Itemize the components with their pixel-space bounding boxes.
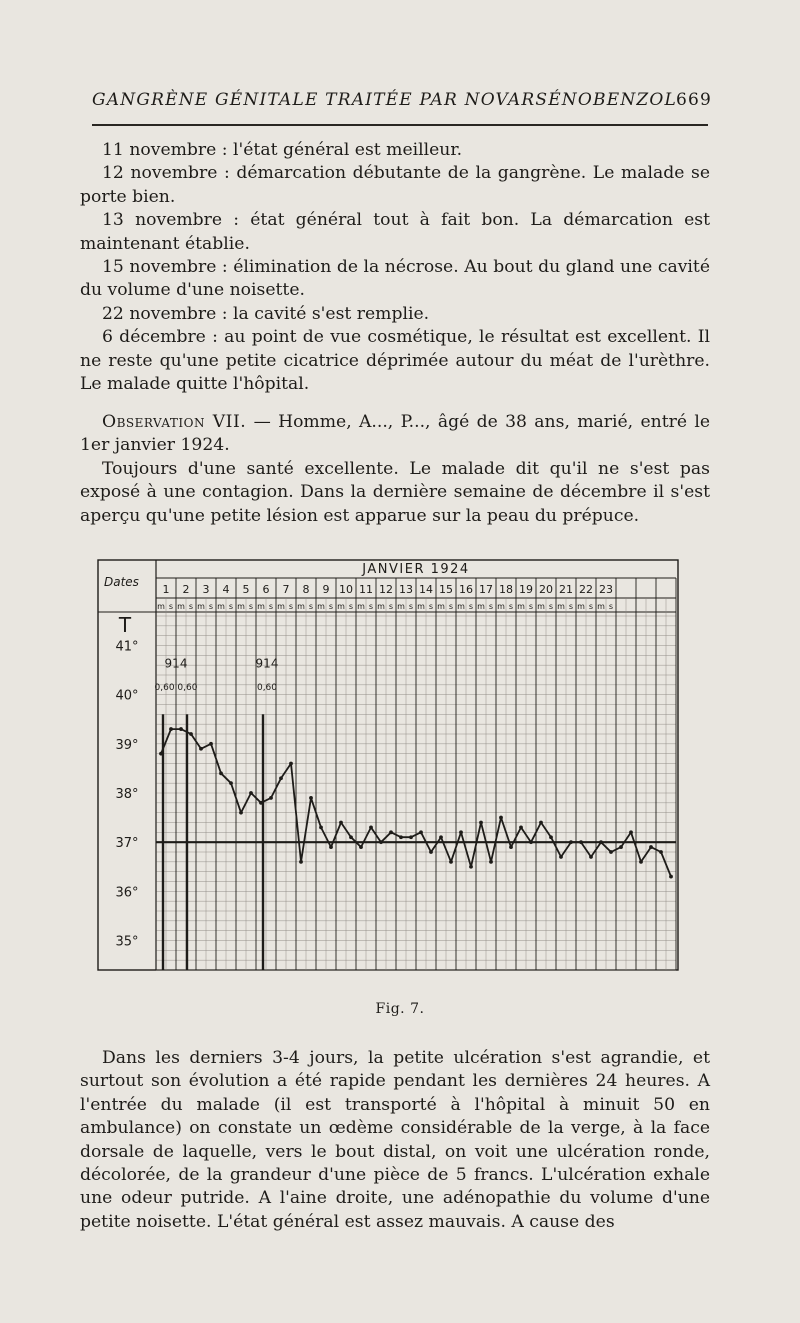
injection-drug-label: 914 [164, 656, 188, 671]
time-of-day-label: s [168, 602, 174, 611]
temperature-point [589, 855, 593, 859]
temperature-point [599, 840, 603, 844]
temperature-point [229, 781, 233, 785]
time-of-day-label: s [228, 602, 234, 611]
temperature-point [199, 747, 203, 751]
temperature-point [519, 826, 523, 830]
time-of-day-label: s [388, 602, 394, 611]
date-label: 21 [559, 583, 573, 596]
y-tick-label: 36° [115, 885, 139, 901]
time-of-day-label: m [397, 602, 405, 611]
time-of-day-label: s [468, 602, 474, 611]
date-label: 20 [539, 583, 553, 596]
time-of-day-label: s [348, 602, 354, 611]
temperature-point [619, 845, 623, 849]
date-label: 23 [599, 583, 613, 596]
paragraph: 6 décembre : au point de vue cosmétique, le résultat est excellent. Il ne reste qu'une petite cicatrice déprimée autour du méat de l'urèthre. Le malade quitte l'hôpital. [80, 327, 710, 395]
temperature-point [299, 860, 303, 864]
temperature-label: T [118, 613, 132, 637]
paragraph: 11 novembre : l'état général est meilleur. [102, 140, 463, 160]
observation-block [80, 411, 710, 528]
temperature-chart [92, 556, 684, 976]
date-label: 17 [479, 583, 493, 596]
temperature-point [539, 821, 543, 825]
temperature-point [329, 845, 333, 849]
y-tick-label: 41° [115, 639, 139, 655]
time-of-day-label: s [308, 602, 314, 611]
time-of-day-label: m [457, 602, 465, 611]
time-of-day-label: s [588, 602, 594, 611]
temperature-point [339, 821, 343, 825]
temperature-point [319, 826, 323, 830]
dates-label: Dates [104, 575, 139, 589]
temperature-point [169, 727, 173, 731]
time-of-day-label: s [268, 602, 274, 611]
y-tick-label: 35° [115, 934, 139, 950]
date-label: 9 [322, 583, 330, 596]
temperature-point [419, 830, 423, 834]
date-label: 12 [379, 583, 393, 596]
y-tick-label: 37° [115, 836, 139, 852]
page-number: 669 [675, 90, 712, 110]
time-of-day-label: m [497, 602, 505, 611]
time-of-day-label: m [297, 602, 305, 611]
time-of-day-label: m [597, 602, 605, 611]
time-of-day-label: s [288, 602, 294, 611]
time-of-day-label: s [528, 602, 534, 611]
time-of-day-label: s [508, 602, 514, 611]
date-label: 22 [579, 583, 593, 596]
date-label: 2 [182, 583, 190, 596]
time-of-day-label: m [237, 602, 245, 611]
temperature-point [459, 830, 463, 834]
date-label: 14 [419, 583, 433, 596]
temperature-point [269, 796, 273, 800]
date-label: 5 [242, 583, 250, 596]
injection-dose-label: 0,60 0,60 [154, 682, 198, 693]
temperature-point [309, 796, 313, 800]
temperature-point [359, 845, 363, 849]
time-of-day-label: m [177, 602, 185, 611]
running-header [92, 84, 712, 118]
temperature-point [179, 727, 183, 731]
temperature-point [219, 771, 223, 775]
time-of-day-label: s [568, 602, 574, 611]
temperature-point [629, 830, 633, 834]
observation-intro [80, 411, 710, 458]
date-label: 1 [162, 583, 170, 596]
temperature-point [659, 850, 663, 854]
date-label: 13 [399, 583, 413, 596]
y-tick-label: 38° [115, 787, 139, 802]
bottom-text-block [80, 1047, 710, 1234]
time-of-day-label: m [357, 602, 365, 611]
chart-frame [98, 560, 678, 970]
temperature-point [429, 850, 433, 854]
date-label: 7 [282, 583, 290, 596]
time-of-day-label: m [557, 602, 565, 611]
temperature-point [249, 791, 253, 795]
time-of-day-label: m [477, 602, 485, 611]
time-of-day-label: s [328, 602, 334, 611]
temperature-point [449, 860, 453, 864]
time-of-day-label: s [368, 602, 374, 611]
temperature-point [239, 811, 243, 815]
temperature-point [649, 845, 653, 849]
time-of-day-label: m [157, 602, 165, 611]
temperature-point [509, 845, 513, 849]
time-of-day-label: s [408, 602, 414, 611]
temperature-point [499, 816, 503, 820]
paragraph: 12 novembre : démarcation débutante de la gangrène. Le malade se porte bien. [80, 163, 710, 207]
time-of-day-label: s [448, 602, 454, 611]
temperature-point [559, 855, 563, 859]
injection-drug-label: 914 [255, 656, 279, 671]
paragraph: 22 novembre : la cavité s'est remplie. [102, 303, 430, 324]
temperature-point [369, 826, 373, 830]
running-title: GANGRÈNE GÉNITALE TRAITÉE PAR NOVARSÉNOBENZOL [92, 90, 678, 110]
date-label: 15 [439, 583, 453, 596]
temperature-point [529, 840, 533, 844]
time-of-day-label: s [548, 602, 554, 611]
temperature-point [209, 742, 213, 746]
time-of-day-label: m [277, 602, 285, 611]
time-of-day-label: m [217, 602, 225, 611]
time-of-day-label: s [208, 602, 214, 611]
time-of-day-label: s [488, 602, 494, 611]
date-label: 10 [339, 583, 353, 596]
temperature-point [259, 801, 263, 805]
injection-dose-label: 0,60 [256, 682, 278, 693]
time-of-day-label: m [577, 602, 585, 611]
time-of-day-label: m [377, 602, 385, 611]
temperature-point [639, 860, 643, 864]
temperature-point [159, 752, 163, 756]
time-of-day-label: m [337, 602, 345, 611]
date-label: 6 [262, 583, 270, 596]
time-of-day-label: s [608, 602, 614, 611]
temperature-point [389, 830, 393, 834]
date-label: 18 [499, 583, 513, 596]
temperature-point [579, 840, 583, 844]
temperature-point [289, 762, 293, 766]
date-label: 3 [202, 583, 210, 596]
temperature-point [409, 835, 413, 839]
time-of-day-label: m [437, 602, 445, 611]
date-label: 4 [222, 583, 230, 596]
y-tick-label: 39° [115, 737, 139, 753]
temperature-point [479, 821, 483, 825]
paragraph: 15 novembre : élimination de la nécrose. Au bout du gland une cavité du volume d'une noisette. [80, 257, 710, 301]
date-label: 8 [302, 583, 310, 596]
figure-caption: Fig. 7. [375, 1001, 425, 1017]
observation-heading: Observation VII. [102, 412, 247, 432]
time-of-day-label: m [317, 602, 325, 611]
temperature-point [669, 875, 673, 879]
temperature-point [609, 850, 613, 854]
temperature-point [189, 732, 193, 736]
time-of-day-label: m [417, 602, 425, 611]
temperature-point [349, 835, 353, 839]
temperature-point [279, 776, 283, 780]
temperature-point [439, 835, 443, 839]
observation-intro-text: — Homme, A..., P..., âgé de 38 ans, marié, entré le 1er janvier 1924. [80, 412, 711, 456]
time-of-day-label: m [257, 602, 265, 611]
chart-svg [92, 556, 684, 976]
time-of-day-label: m [197, 602, 205, 611]
observation-paragraph: Toujours d'une santé excellente. Le malade dit qu'il ne s'est pas exposé à une contagion. Dans la dernière semaine de décembre il s'est aperçu qu'une petite lésion est apparue sur la peau du prépuce. [80, 458, 710, 526]
temperature-point [379, 840, 383, 844]
chart-title: JANVIER 1924 [362, 562, 470, 577]
paragraph: Dans les derniers 3-4 jours, la petite ulcération s'est agrandie, et surtout son évolution a été rapide pendant les dernières 24 heures. A l'entrée du malade (il est transporté à l'hôpital à minuit 50 en ambulance) on constate un œdème considérable de la verge, à la face dorsale de laquelle, vers le bout distal, on voit une ulcération ronde, décolorée, de la grandeur d'une pièce de 5 francs. L'ulcération exhale une odeur putride. A l'aine droite, une adénopathie du volume d'une petite noisette. L'état général est assez mauvais. A cause des [80, 1048, 710, 1232]
temperature-point [489, 860, 493, 864]
temperature-point [549, 835, 553, 839]
temperature-point [399, 835, 403, 839]
time-of-day-label: s [428, 602, 434, 611]
paragraph: 13 novembre : état général tout à fait bon. La démarcation est maintenant établie. [80, 210, 710, 254]
temperature-point [569, 840, 573, 844]
header-rule [92, 124, 708, 126]
time-of-day-label: m [537, 602, 545, 611]
date-label: 16 [459, 583, 473, 596]
time-of-day-label: m [517, 602, 525, 611]
top-text-block [80, 139, 710, 396]
y-tick-label: 40° [115, 688, 139, 704]
date-label: 11 [359, 583, 373, 596]
date-label: 19 [519, 583, 533, 596]
temperature-point [469, 865, 473, 869]
time-of-day-label: s [188, 602, 194, 611]
time-of-day-label: s [248, 602, 254, 611]
